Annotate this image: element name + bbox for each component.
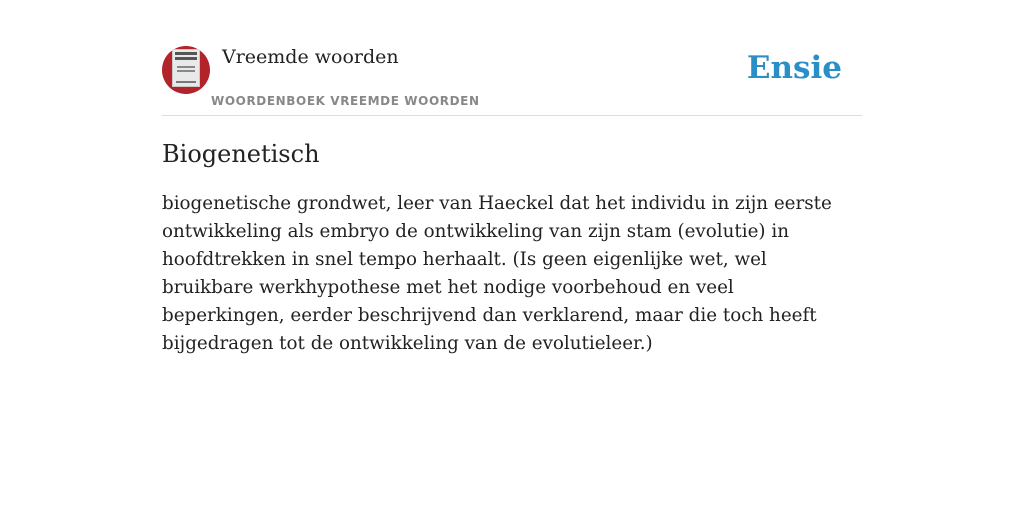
site-title[interactable]: Vreemde woorden (222, 46, 399, 68)
entry-title: Biogenetisch (162, 140, 320, 168)
site-subtitle: WOORDENBOEK VREEMDE WOORDEN (211, 94, 480, 108)
header (162, 44, 862, 116)
book-cover-icon[interactable] (162, 46, 210, 94)
book-cover-image (172, 49, 200, 87)
ensie-logo-link[interactable]: Ensie (746, 50, 842, 86)
entry-definition: biogenetische grondwet, leer van Haeckel dat het individu in zijn eerste ontwikkeling als embryo de ontwikkeling van zijn stam (evolutie) in hoofdtrekken in snel tempo herhaalt. (Is geen eigenlijke wet, wel bruikbare werkhypothese met het nodige voorbehoud en veel beperkingen, eerder beschrijvend dan verklarend, maar die toch heeft bijgedragen tot de ontwikkeling van de evolutieleer.) (162, 193, 832, 354)
content-container (162, 44, 862, 358)
